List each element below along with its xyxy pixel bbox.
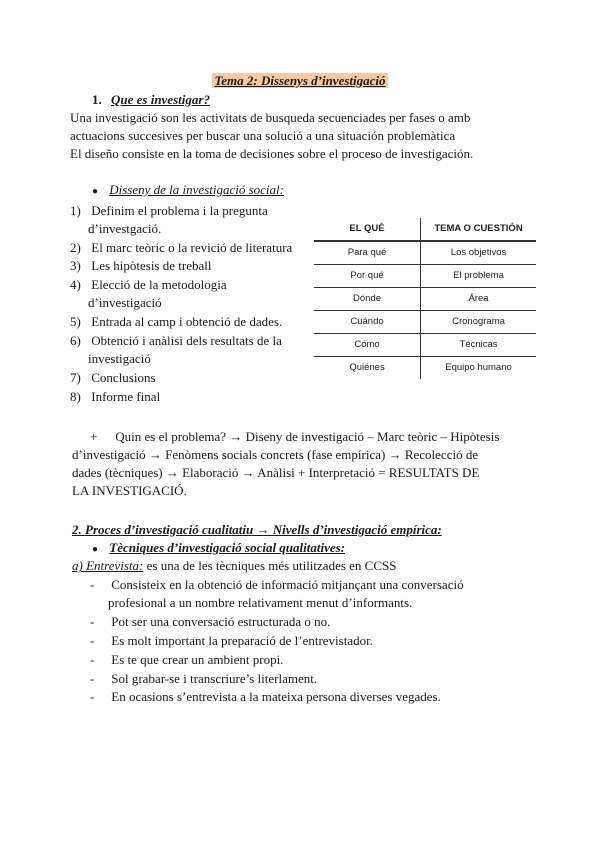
step-number: 3) [70, 258, 81, 273]
dash-item-2 [90, 613, 330, 631]
step-text: Les hipòtesis de treball [91, 258, 212, 273]
table-cell: Equipo humano [445, 362, 512, 373]
section1-heading-text: Que es investigar? [111, 92, 210, 107]
bullet-dot: ● [91, 544, 99, 555]
dash-item-6 [90, 688, 441, 706]
dash-item-4 [90, 651, 283, 669]
table-cell: Para qué [314, 241, 421, 265]
dash-item-1-cont: profesional a un nombre relativament menut d’informants. [108, 595, 413, 610]
step-number: 8) [70, 389, 81, 404]
dash-text: Sol grabar-se i transcriure’s literlament. [111, 671, 318, 686]
interview-text: es una de les tècniques més utilitzades en CCSS [143, 558, 397, 573]
section1-para-line-1: Una investigació son les activitats de busqueda secuenciades per fases o amb [70, 110, 471, 125]
table-row [314, 357, 536, 380]
dash-text: Es molt important la preparació de l’entrevistador. [111, 633, 373, 648]
table-cell: Cuándo [314, 311, 421, 334]
table-row [314, 334, 536, 357]
table-row [314, 241, 536, 265]
summary-line-4: LA INVESTIGACIÓ. [72, 483, 187, 498]
plus-symbol: + [90, 429, 98, 444]
dash-symbol: - [90, 689, 95, 704]
dash-symbol: - [90, 633, 95, 648]
step-number: 4) [70, 277, 81, 292]
section1-para-line-2: actuacions succesives per buscar una solució a una situación problemàtica [70, 128, 456, 143]
step-6 [70, 332, 282, 350]
summary-text: Quin es el problema? → Diseny de investigació – Marc teòric – Hipòtesis [115, 429, 500, 444]
table-header-row [314, 218, 536, 241]
summary-line-3: dades (tècniques) → Elaboració → Anàlisi + Interpretació = RESULTATS DE [72, 465, 480, 480]
step-text: Obtenció i anàlisi dels resultats de la [91, 333, 282, 348]
step-number: 5) [70, 314, 81, 329]
section2-heading: 2. Proces d’investigació cualitatiu → Nivells d’investigació empírica: [72, 522, 442, 537]
techniques-bullet [84, 539, 345, 559]
step-number: 2) [70, 240, 81, 255]
step-text: Entrada al camp i obtenció de dades. [91, 314, 283, 329]
step-number: 6) [70, 333, 81, 348]
dash-symbol: - [90, 614, 95, 629]
step-5 [70, 313, 282, 331]
interview-label: a) Entrevista: [72, 558, 144, 573]
dash-symbol: - [90, 671, 95, 686]
dash-item-1 [90, 576, 464, 594]
summary-line-2: d’investigació → Fenòmens socials concrets (fase empírica) → Recolecció de [72, 447, 479, 462]
step-number: 1) [70, 203, 81, 218]
section1-heading [92, 91, 210, 109]
page-title-text: Tema 2: Dissenys d’investigació [214, 73, 386, 88]
step-1 [70, 202, 268, 220]
design-bullet [84, 181, 284, 201]
step-7 [70, 369, 156, 387]
table-cell: Cronograma [421, 311, 536, 334]
techniques-bullet-label: Tècniques d’investigació social qualitatives: [109, 540, 346, 555]
table-cell: Técnicas [421, 334, 536, 357]
step-number: 7) [70, 370, 81, 385]
step-4-cont: d’investigació [88, 295, 162, 310]
dash-text: Es te que crear un ambient propi. [111, 652, 284, 667]
step-text: Elecció de la metodologia [91, 277, 227, 292]
interview-line [72, 557, 396, 575]
step-4 [70, 276, 227, 294]
step-6-cont: investigació [88, 351, 151, 366]
step-8 [70, 388, 160, 406]
step-text: Informe final [91, 389, 161, 404]
table-cell: El problema [421, 265, 536, 288]
step-text: Definim el problema i la pregunta [91, 203, 268, 218]
step-2 [70, 239, 292, 257]
bullet-dot: ● [91, 186, 99, 197]
table-cell: Quiénes [314, 357, 421, 380]
table-cell: Dónde [314, 288, 421, 311]
dash-symbol: - [90, 577, 95, 592]
table-row [314, 311, 536, 334]
step-text: El marc teòric o la revició de literatura [91, 240, 293, 255]
table-cell: Los objetivos [421, 241, 536, 265]
table-row [314, 288, 536, 311]
table-header-cell: EL QUÉ [314, 218, 421, 241]
step-1-cont: d’investgació. [88, 221, 162, 236]
table-cell: Por qué [314, 265, 421, 288]
table-cell: Área [421, 288, 536, 311]
table-row [314, 265, 536, 288]
question-table [314, 218, 536, 379]
dash-item-5 [90, 670, 317, 688]
dash-symbol: - [90, 652, 95, 667]
dash-text: Consisteix en la obtenció de informació mitjançant una conversació [111, 577, 464, 592]
table-header-cell: TEMA O CUESTIÓN [421, 218, 536, 241]
page-title [0, 72, 600, 90]
section1-para-line-3: El diseño consiste en la toma de decisiones sobre el proceso de investigación. [70, 146, 474, 161]
dash-text: En ocasions s’entrevista a la mateixa persona diverses vegades. [111, 689, 441, 704]
design-bullet-label: Disseny de la investigació social: [109, 182, 284, 197]
summary-line-1 [90, 428, 499, 446]
dash-text: Pot ser una conversació estructurada o no. [111, 614, 331, 629]
table-cell: Cómo [314, 334, 421, 357]
step-3 [70, 257, 211, 275]
dash-item-3 [90, 632, 373, 650]
section1-number: 1. [92, 92, 102, 107]
step-text: Conclusions [91, 370, 156, 385]
